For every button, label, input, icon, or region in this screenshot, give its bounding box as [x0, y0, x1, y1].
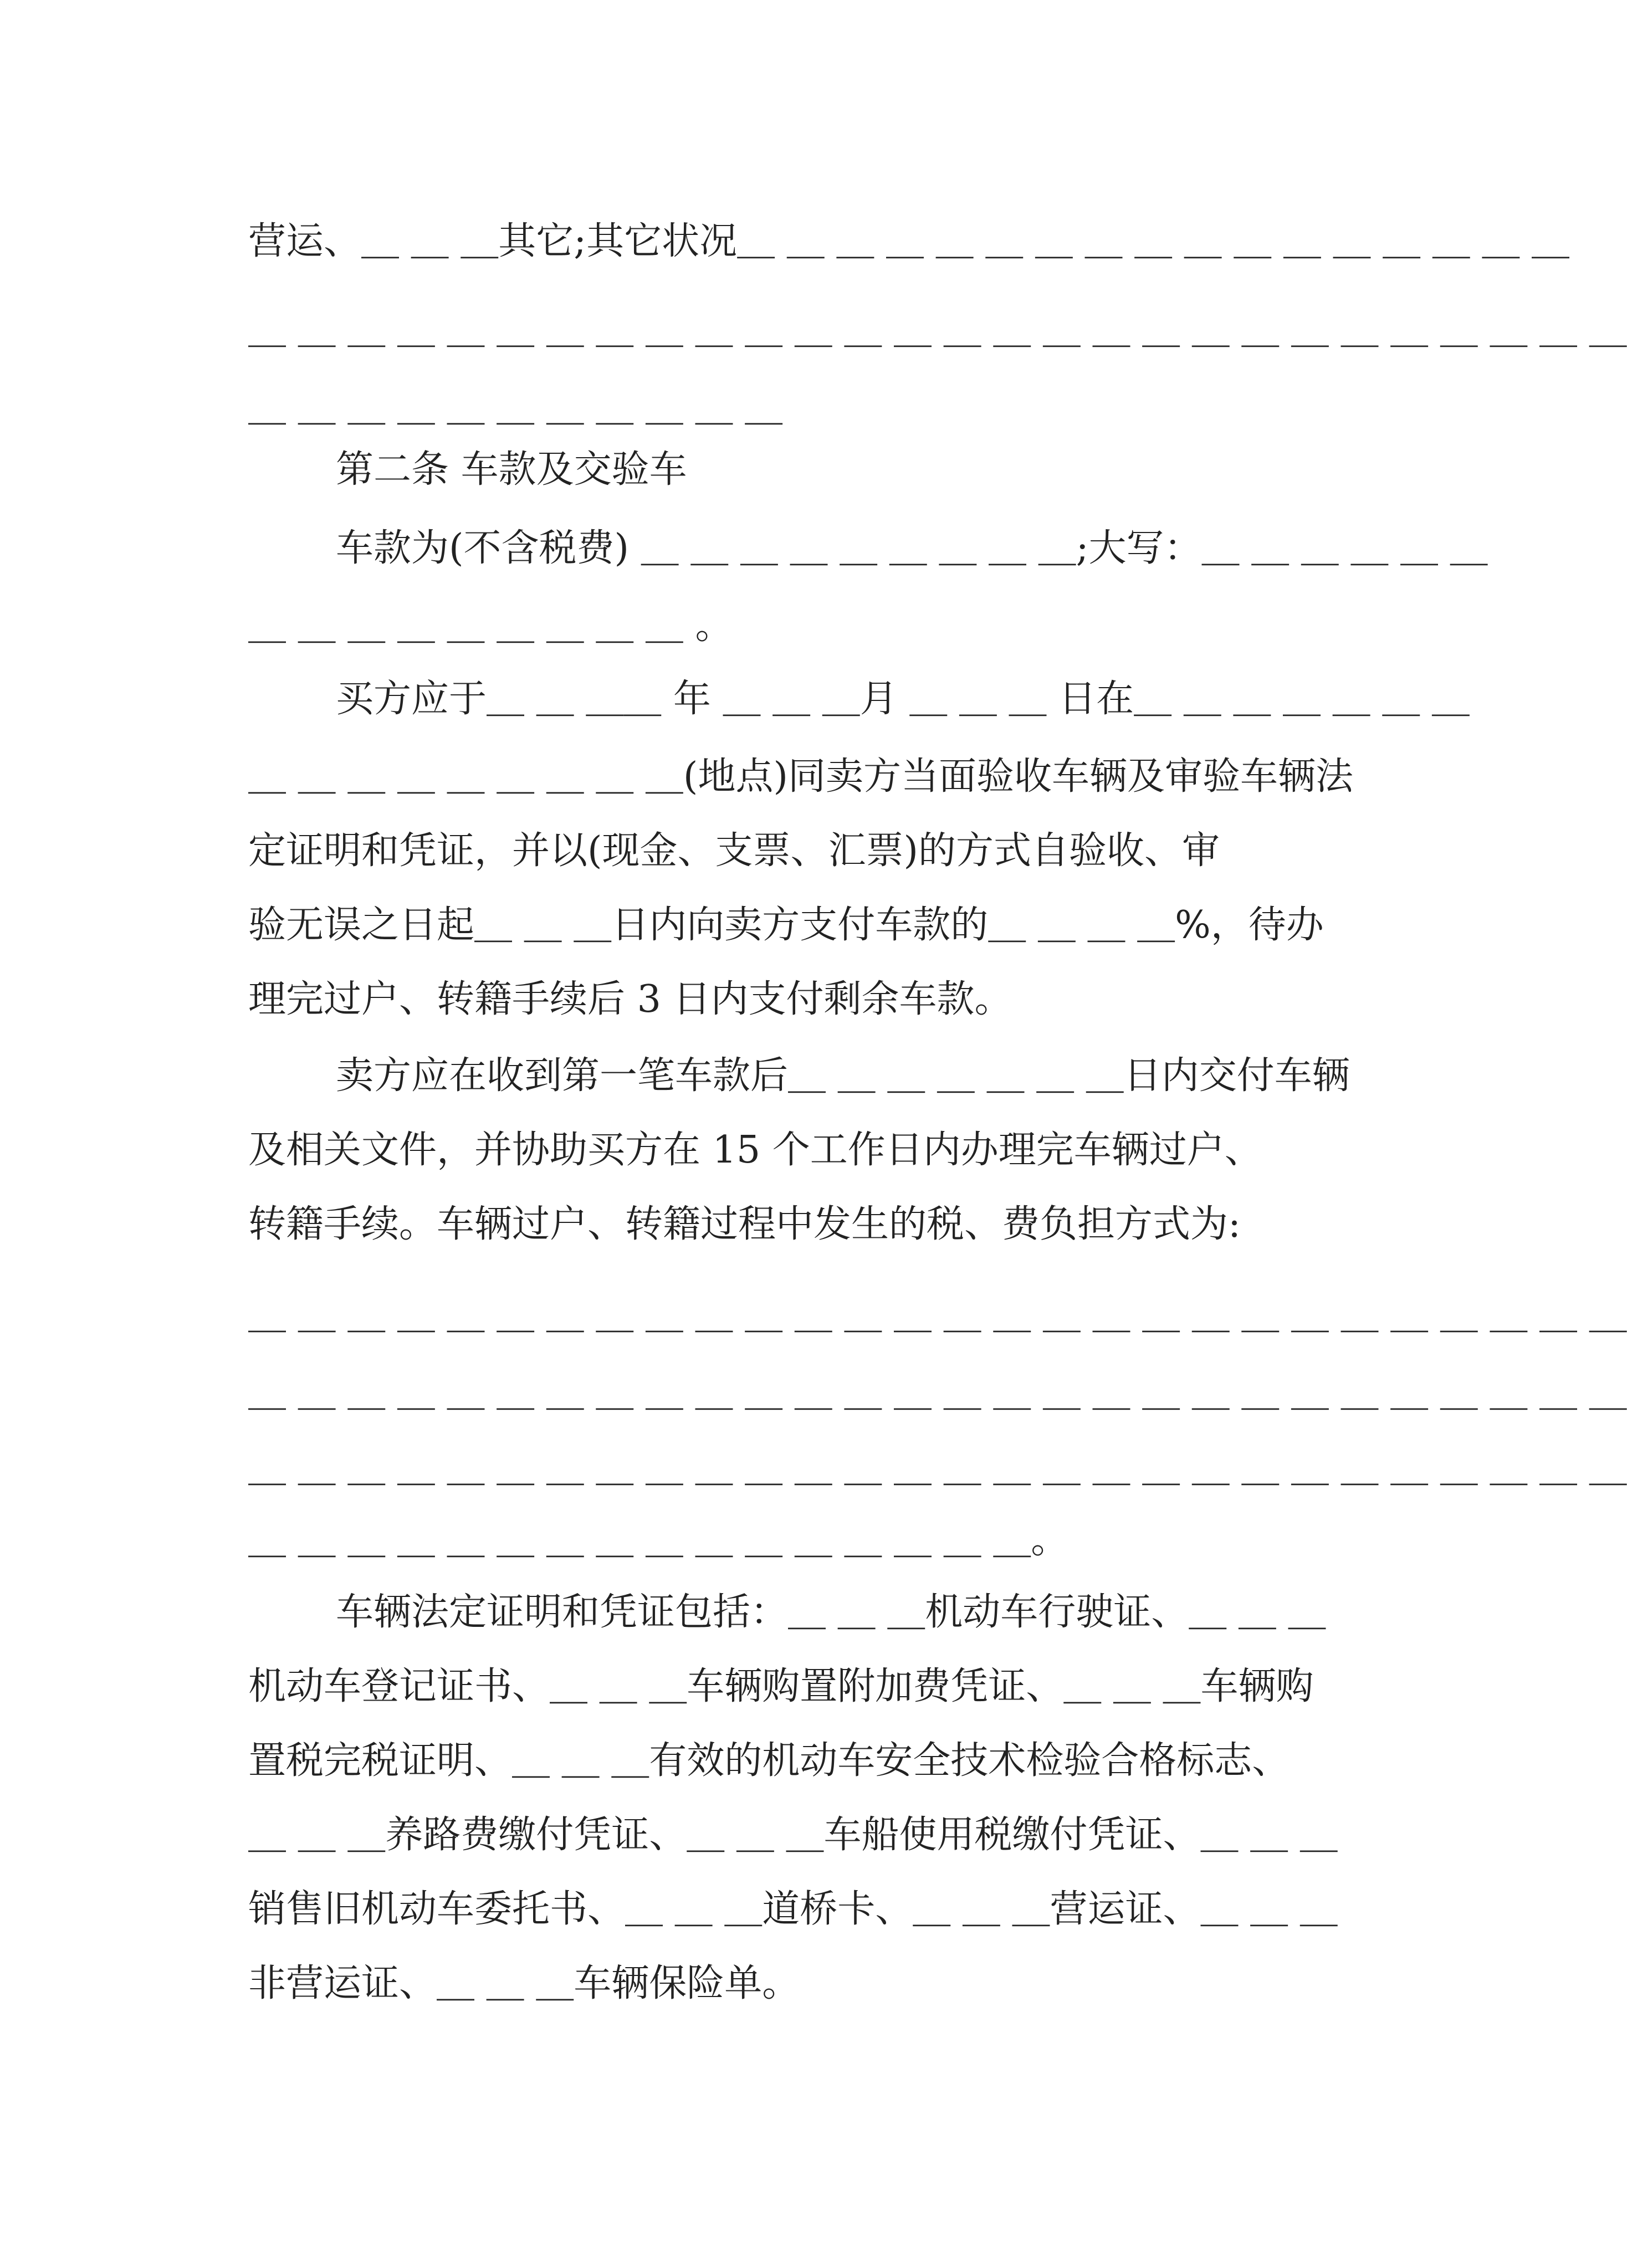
text-line: 买方应于＿ ＿ ＿＿ 年 ＿ ＿ ＿月 ＿ ＿ ＿ 日在＿ ＿ ＿ ＿ ＿ ＿ ＿	[336, 677, 1470, 721]
text-line: 卖方应在收到第一笔车款后＿ ＿ ＿ ＿ ＿ ＿ ＿日内交付车辆	[336, 1054, 1350, 1098]
text-line: ＿ ＿ ＿ ＿ ＿ ＿ ＿ ＿ ＿ ＿ ＿ ＿ ＿ ＿ ＿ ＿ ＿ ＿ ＿ ＿ ＿ ＿ ＿ ＿ ＿ ＿ ＿ ＿	[248, 1371, 1627, 1415]
text-line: ＿ ＿ ＿ ＿ ＿ ＿ ＿ ＿ ＿ ＿ ＿ ＿ ＿ ＿ ＿ ＿ ＿ ＿ ＿ ＿ ＿ ＿ ＿ ＿ ＿ ＿ ＿ ＿	[248, 1446, 1627, 1490]
text-line: ＿ ＿ ＿ ＿ ＿ ＿ ＿ ＿ ＿ ＿ ＿ ＿ ＿ ＿ ＿ ＿。	[248, 1518, 1069, 1562]
text-line: 及相关文件，并协助买方在 15 个工作日内办理完车辆过户、	[248, 1128, 1262, 1172]
text-line: 非营运证、＿ ＿ ＿车辆保险单。	[248, 1962, 800, 2005]
text-line: 定证明和凭证，并以(现金、支票、汇票)的方式自验收、审	[248, 829, 1220, 873]
section-heading: 第二条 车款及交验车	[336, 448, 687, 492]
text-line: ＿ ＿ ＿ ＿ ＿ ＿ ＿ ＿ ＿ ＿ ＿	[248, 386, 783, 429]
text-line: ＿ ＿ ＿ ＿ ＿ ＿ ＿ ＿ ＿ ＿ ＿ ＿ ＿ ＿ ＿ ＿ ＿ ＿ ＿ ＿ ＿ ＿ ＿ ＿ ＿ ＿ ＿ ＿	[248, 308, 1627, 352]
text-line: ＿ ＿ ＿ ＿ ＿ ＿ ＿ ＿ ＿(地点)同卖方当面验收车辆及审验车辆法	[248, 755, 1353, 798]
text-line: 车款为(不含税费) ＿ ＿ ＿ ＿ ＿ ＿ ＿ ＿ ＿;大写：＿ ＿ ＿ ＿ ＿ ＿	[336, 526, 1488, 570]
text-line: 置税完税证明、＿ ＿ ＿有效的机动车安全技术检验合格标志、	[248, 1739, 1290, 1783]
text-line: ＿ ＿ ＿ ＿ ＿ ＿ ＿ ＿ ＿ 。	[248, 604, 733, 648]
text-line: 销售旧机动车委托书、＿ ＿ ＿道桥卡、＿ ＿ ＿营运证、＿ ＿ ＿	[248, 1887, 1338, 1931]
text-line: ＿ ＿ ＿养路费缴付凭证、＿ ＿ ＿车船使用税缴付凭证、＿ ＿ ＿	[248, 1813, 1338, 1857]
text-line: 机动车登记证书、＿ ＿ ＿车辆购置附加费凭证、＿ ＿ ＿车辆购	[248, 1665, 1314, 1708]
text-line: 车辆法定证明和凭证包括：＿ ＿ ＿机动车行驶证、＿ ＿ ＿	[336, 1590, 1326, 1634]
text-line: 验无误之日起＿ ＿ ＿日内向卖方支付车款的＿ ＿ ＿ ＿%，待办	[248, 903, 1324, 947]
text-line: 营运、＿ ＿ ＿其它;其它状况＿ ＿ ＿ ＿ ＿ ＿ ＿ ＿ ＿ ＿ ＿ ＿ ＿ ＿ ＿ ＿ ＿	[248, 219, 1569, 263]
text-line: 转籍手续。车辆过户、转籍过程中发生的税、费负担方式为:	[248, 1202, 1241, 1246]
text-line: ＿ ＿ ＿ ＿ ＿ ＿ ＿ ＿ ＿ ＿ ＿ ＿ ＿ ＿ ＿ ＿ ＿ ＿ ＿ ＿ ＿ ＿ ＿ ＿ ＿ ＿ ＿ ＿	[248, 1293, 1627, 1337]
text-line: 理完过户、转籍手续后 3 日内支付剩余车款。	[248, 977, 1012, 1021]
